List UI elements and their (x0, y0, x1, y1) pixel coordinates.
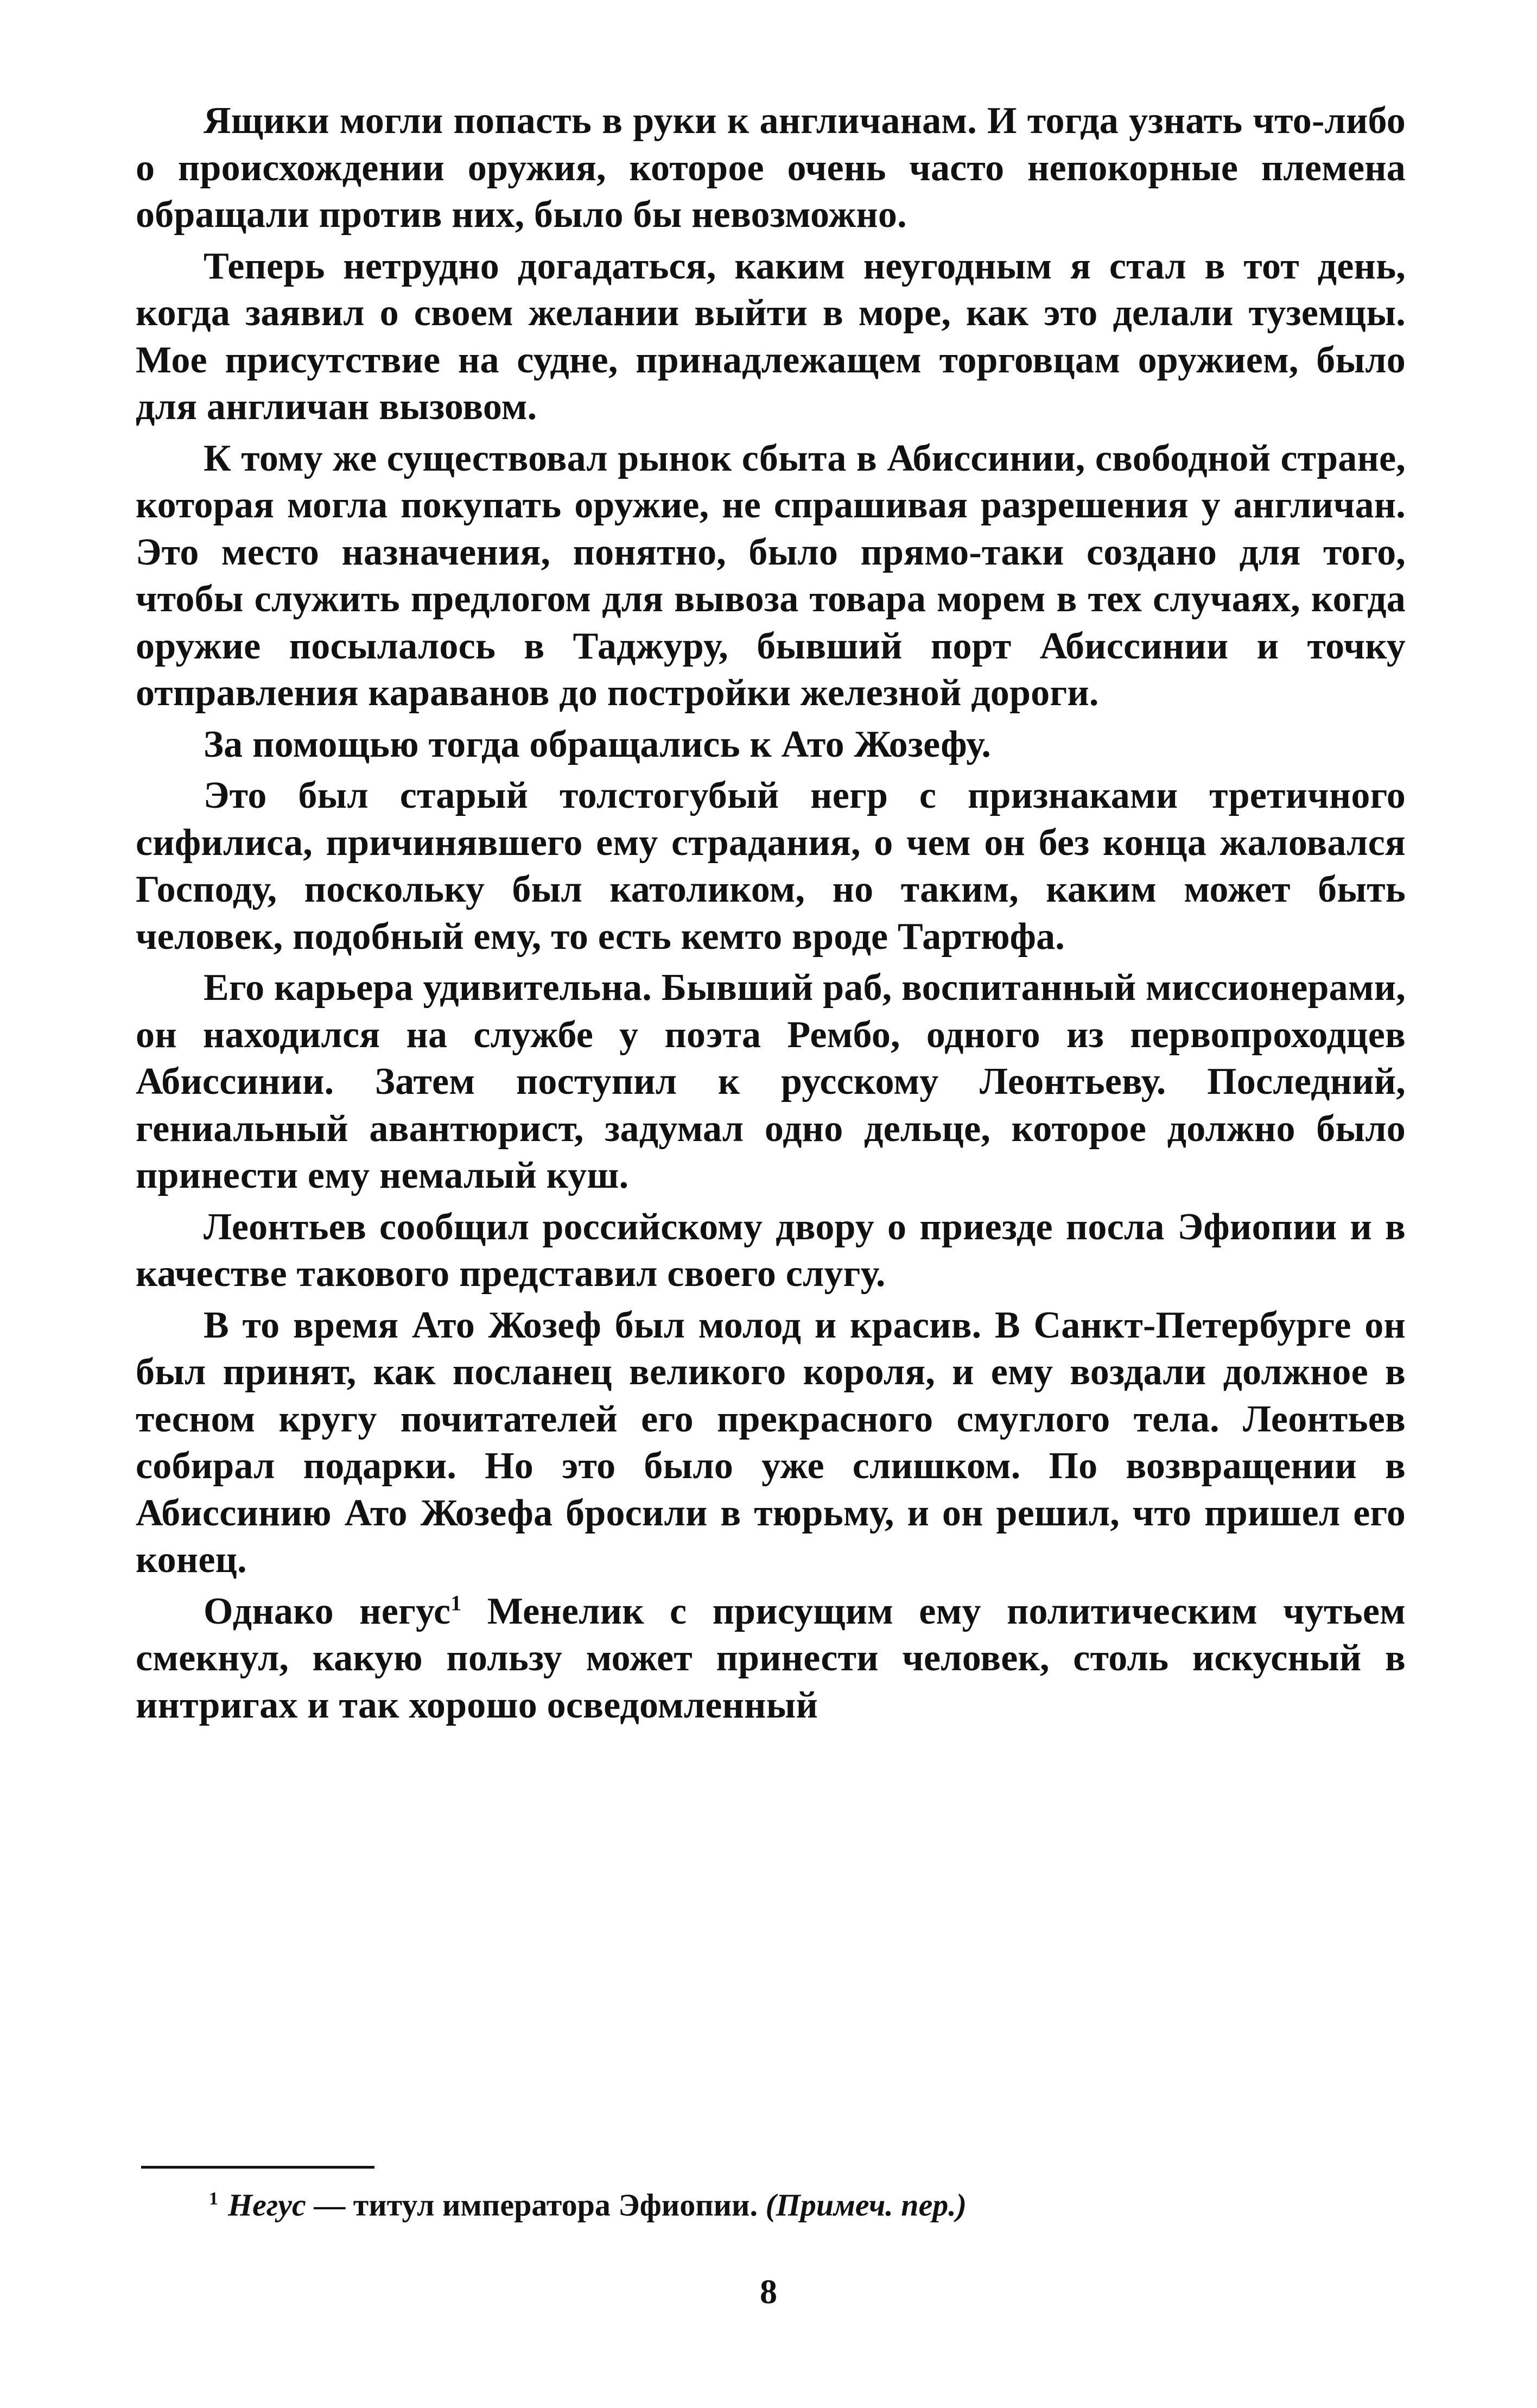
footnote-reference: 1 (450, 1590, 462, 1615)
paragraph-2: Теперь нетрудно догадаться, каким неугодным я стал в тот день, когда заявил о своем желании выйти в море, как это делали туземцы. Мое присутствие на судне, принадлежащем торговцам оружием, было для англичан вызовом. (136, 245, 1406, 428)
paragraph-9-rest: Менелик с присущим ему политическим чутьем смекнул, какую пользу может принести человек, столь искусный в интригах и так хорошо осведомленный (136, 1590, 1406, 1726)
footnote-mark: 1 (209, 2189, 218, 2209)
paragraph-6: Его карьера удивительна. Бывший раб, воспитанный миссионерами, он находился на службе у поэта Рембо, одного из первопроходцев Абиссинии. Затем поступил к русскому Леонтьеву. Последний, гениальный авантюрист, задумал одно дельце, которое должно было принести ему немалый куш. (136, 967, 1406, 1196)
footnote-divider (141, 2166, 374, 2169)
paragraph-9-start: Однако негус (204, 1590, 451, 1632)
paragraph-7: Леонтьев сообщил российскому двору о приезде посла Эфиопии и в качестве такового представил своего слугу. (136, 1206, 1406, 1295)
footnote (209, 2179, 1403, 2225)
paragraph-9 (136, 1588, 1406, 1729)
page-body (136, 98, 1406, 1733)
paragraph-8: В то время Ато Жозеф был молод и красив. В Санкт-Петербурге он был принят, как посланец великого короля, и ему воздали должное в тесном кругу почитателей его прекрасного смуглого тела. Леонтьев собирал подарки. Но это было уже слишком. По возвращении в Абиссинию Ато Жозефа бросили в тюрьму, и он решил, что пришел его конец. (136, 1304, 1406, 1581)
paragraph-1: Ящики могли попасть в руки к англичанам. И тогда узнать что-либо о происхождении оружия, которое очень часто непокорные племена обращали против них, было бы невозможно. (136, 100, 1406, 236)
footnote-text: — титул императора Эфиопии. (306, 2187, 766, 2223)
paragraph-5: Это был старый толстогубый негр с признаками третичного сифилиса, причинявшего ему страдания, о чем он без конца жаловался Господу, поскольку был католиком, но таким, каким может быть человек, подобный ему, то есть кемто вроде Тартюфа. (136, 775, 1406, 958)
footnote-translator-note: (Примеч. пер.) (765, 2187, 967, 2223)
paragraph-3: К тому же существовал рынок сбыта в Абиссинии, свободной стране, которая могла покупать оружие, не спрашивая разрешения у англичан. Это место назначения, понятно, было прямо-таки создано для того, чтобы служить предлогом для вывоза товара морем в тех случаях, когда оружие посылалось в Таджуру, бывший порт Абиссинии и точку отправления караванов до постройки железной дороги. (136, 437, 1406, 714)
footnote-term: Негус (228, 2187, 306, 2223)
page-number: 8 (760, 2272, 777, 2311)
paragraph-4: За помощью тогда обращались к Ато Жозефу. (204, 723, 992, 765)
